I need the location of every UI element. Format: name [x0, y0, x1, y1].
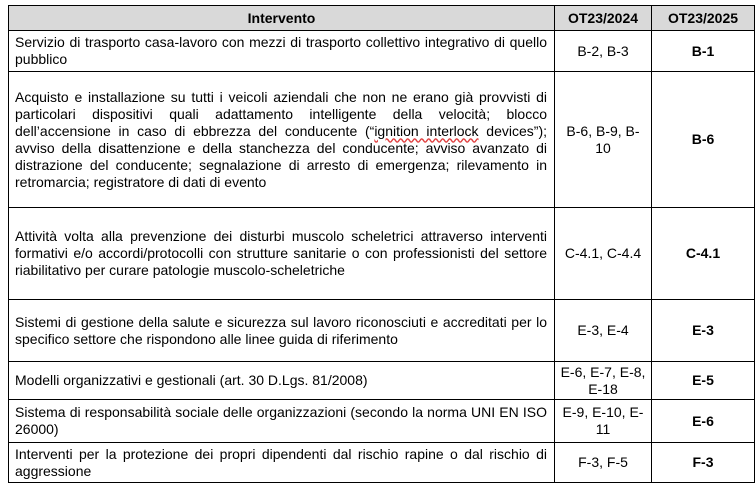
- table-row: [9, 31, 755, 72]
- row-ot2024: E-9, E-10, E-11: [555, 400, 652, 443]
- spellcheck-underlined-text: ignition interlock: [374, 122, 479, 139]
- row-description: Modelli organizzativi e gestionali (art. 30 D.Lgs. 81/2008): [9, 362, 555, 400]
- row-description: Interventi per la protezione dei propri dipendenti dal rischio rapine o dal rischio di aggressione: [9, 443, 555, 483]
- row-ot2024: B-2, B-3: [555, 31, 652, 72]
- row-ot2025: E-6: [652, 400, 755, 443]
- row-ot2025: C-4.1: [652, 208, 755, 300]
- table-row: [9, 400, 755, 443]
- row-ot2024: F-3, F-5: [555, 443, 652, 483]
- row-description: [9, 72, 555, 208]
- row-ot2025: E-3: [652, 300, 755, 362]
- row-ot2025: F-3: [652, 443, 755, 483]
- table-row: [9, 300, 755, 362]
- table-row: [9, 443, 755, 483]
- description-text: devices”); avviso della disattenzione e della stanchezza del conducente; avviso avanzato di distrazione del conducente; segnalazione di arresto di emergenza; rilevamento in retromarcia; registratore di dati di evento: [15, 122, 547, 190]
- interventi-table: [8, 5, 755, 483]
- header-intervento: Intervento: [9, 6, 555, 31]
- header-row: [9, 6, 755, 31]
- row-description: Sistemi di gestione della salute e sicurezza sul lavoro riconosciuti e accreditati per lo specifico settore che rispondono alle linee guida di riferimento: [9, 300, 555, 362]
- row-ot2024: C-4.1, C-4.4: [555, 208, 652, 300]
- row-ot2024: B-6, B-9, B-10: [555, 72, 652, 208]
- header-ot2025: OT23/2025: [652, 6, 755, 31]
- row-ot2025: B-6: [652, 72, 755, 208]
- row-description: Sistema di responsabilità sociale delle organizzazioni (secondo la norma UNI EN ISO 26000): [9, 400, 555, 443]
- header-ot2024: OT23/2024: [555, 6, 652, 31]
- description-text: Acquisto e installazione su tutti i veicoli aziendali che non ne erano già provvisti di particolari dispositivi quali adattamento intelligente della velocità; blocco dell’accensione in caso di ebbrezza del conducente (“: [15, 88, 547, 139]
- row-ot2024: E-3, E-4: [555, 300, 652, 362]
- row-ot2025: B-1: [652, 31, 755, 72]
- row-ot2025: E-5: [652, 362, 755, 400]
- table-row: [9, 72, 755, 208]
- row-description: Servizio di trasporto casa-lavoro con mezzi di trasporto collettivo integrativo di quello pubblico: [9, 31, 555, 72]
- row-description: Attività volta alla prevenzione dei disturbi muscolo scheletrici attraverso interventi formativi e/o accordi/protocolli con strutture sanitarie o con professionisti del settore riabilitativo per curare patologie muscolo-scheletriche: [9, 208, 555, 300]
- row-ot2024: E-6, E-7, E-8, E-18: [555, 362, 652, 400]
- table-row: [9, 362, 755, 400]
- table-row: [9, 208, 755, 300]
